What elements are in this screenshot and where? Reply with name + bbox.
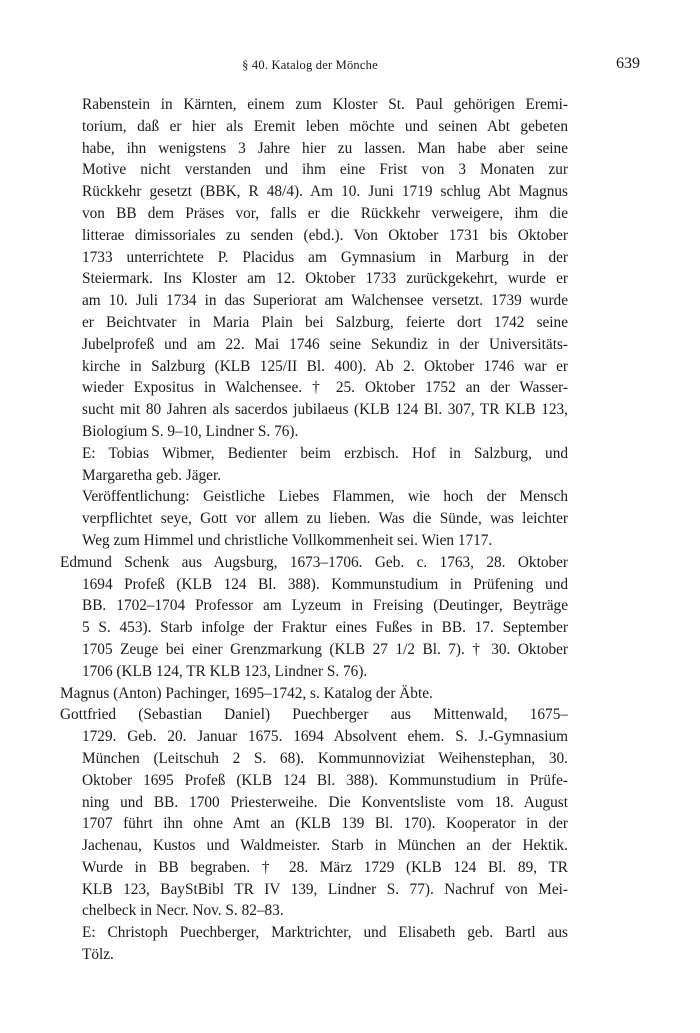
text-line: Biologium S. 9–10, Lindner S. 76). xyxy=(82,422,299,440)
text-line: von BB dem Präses vor, falls er die Rückkehr verweigere, ihm die xyxy=(82,204,568,222)
text-line: Oktober 1695 Profeß (KLB 124 Bl. 388). Kommunstudium in Prüfe- xyxy=(82,771,568,789)
text-line: chelbeck in Necr. Nov. S. 82–83. xyxy=(82,902,284,920)
text-line: E: Tobias Wibmer, Bedienter beim erzbisch. Hof in Salzburg, und xyxy=(82,444,568,462)
text-line: am 10. Juli 1734 in das Superiorat am Walchensee versetzt. 1739 wurde xyxy=(82,292,568,310)
text-line: Veröffentlichung: Geistliche Liebes Flammen, wie hoch der Mensch xyxy=(82,488,568,506)
text-line: Margaretha geb. Jäger. xyxy=(82,466,222,484)
text-line: er Beichtvater in Maria Plain bei Salzburg, feierte dort 1742 seine xyxy=(82,313,568,331)
text-line: wieder Expositus in Walchensee. † 25. Oktober 1752 an der Wasser- xyxy=(82,379,568,397)
running-title: § 40. Katalog der Mönche xyxy=(242,58,378,72)
text-line: Gottfried (Sebastian Daniel) Puechberger aus Mittenwald, 1675– xyxy=(60,706,568,724)
text-line: E: Christoph Puechberger, Marktrichter, und Elisabeth geb. Bartl aus xyxy=(82,924,568,942)
text-line: Wurde in BB begraben. † 28. März 1729 (KLB 124 Bl. 89, TR xyxy=(82,858,568,876)
text-line: torium, daß er hier als Eremit leben möchte und seinen Abt gebeten xyxy=(82,117,568,135)
page-number: 639 xyxy=(616,55,640,72)
text-line: habe, ihn wenigstens 3 Jahre hier zu lassen. Man habe aber seine xyxy=(82,139,568,157)
text-line: Motive nicht verstanden und ihm eine Frist von 3 Monaten zur xyxy=(82,161,568,179)
text-line: 1707 führt ihn ohne Amt an (KLB 139 Bl. 170). Kooperator in der xyxy=(82,815,568,833)
text-line: ning und BB. 1700 Priesterweihe. Die Konventsliste vom 18. August xyxy=(82,793,568,811)
text-line: BB. 1702–1704 Professor am Lyzeum in Freising (Deutinger, Beyträge xyxy=(82,597,568,615)
text-line: Weg zum Himmel und christliche Vollkommenheit sei. Wien 1717. xyxy=(82,531,493,549)
body-text xyxy=(60,94,568,966)
text-line: 1706 (KLB 124, TR KLB 123, Lindner S. 76). xyxy=(82,662,368,680)
text-line: 5 S. 453). Starb infolge der Fraktur eines Fußes in BB. 17. September xyxy=(82,619,568,637)
page-header xyxy=(60,55,640,80)
text-line: München (Leitschuh 2 S. 68). Kommunnoviziat Weihenstephan, 30. xyxy=(82,749,568,767)
text-line: Jachenau, Kustos und Waldmeister. Starb in München an der Hektik. xyxy=(82,837,568,855)
text-line: Steiermark. Ins Kloster am 12. Oktober 1733 zurückgekehrt, wurde er xyxy=(82,270,568,288)
text-line: Edmund Schenk aus Augsburg, 1673–1706. Geb. c. 1763, 28. Oktober xyxy=(60,553,568,571)
text-line: sucht mit 80 Jahren als sacerdos jubilaeus (KLB 124 Bl. 307, TR KLB 123, xyxy=(82,401,568,419)
text-line: 1733 unterrichtete P. Placidus am Gymnasium in Marburg in der xyxy=(82,248,568,266)
text-line: Magnus (Anton) Pachinger, 1695–1742, s. Katalog der Äbte. xyxy=(60,684,433,702)
text-line: 1729. Geb. 20. Januar 1675. 1694 Absolvent ehem. S. J.-Gymnasium xyxy=(82,728,568,746)
text-line: litterae dimissoriales zu senden (ebd.). Von Oktober 1731 bis Oktober xyxy=(82,226,568,244)
text-line: 1694 Profeß (KLB 124 Bl. 388). Kommunstudium in Prüfening und xyxy=(82,575,568,593)
text-line: 1705 Zeuge bei einer Grenzmarkung (KLB 27 1/2 Bl. 7). † 30. Oktober xyxy=(82,640,568,658)
text-line: verpflichtet seye, Gott vor allem zu lieben. Was die Sünde, was leichter xyxy=(82,510,568,528)
text-line: kirche in Salzburg (KLB 125/II Bl. 400). Ab 2. Oktober 1746 war er xyxy=(82,357,568,375)
text-line: Rabenstein in Kärnten, einem zum Kloster St. Paul gehörigen Eremi- xyxy=(82,96,568,113)
text-line: KLB 123, BayStBibl TR IV 139, Lindner S. 77). Nachruf von Mei- xyxy=(82,880,568,898)
text-line: Rückkehr gesetzt (BBK, R 48/4). Am 10. Juni 1719 schlug Abt Magnus xyxy=(82,183,568,201)
text-line: Jubelprofeß und am 22. Mai 1746 seine Sekundiz in der Universitäts- xyxy=(82,335,568,353)
text-line: Tölz. xyxy=(82,946,114,964)
